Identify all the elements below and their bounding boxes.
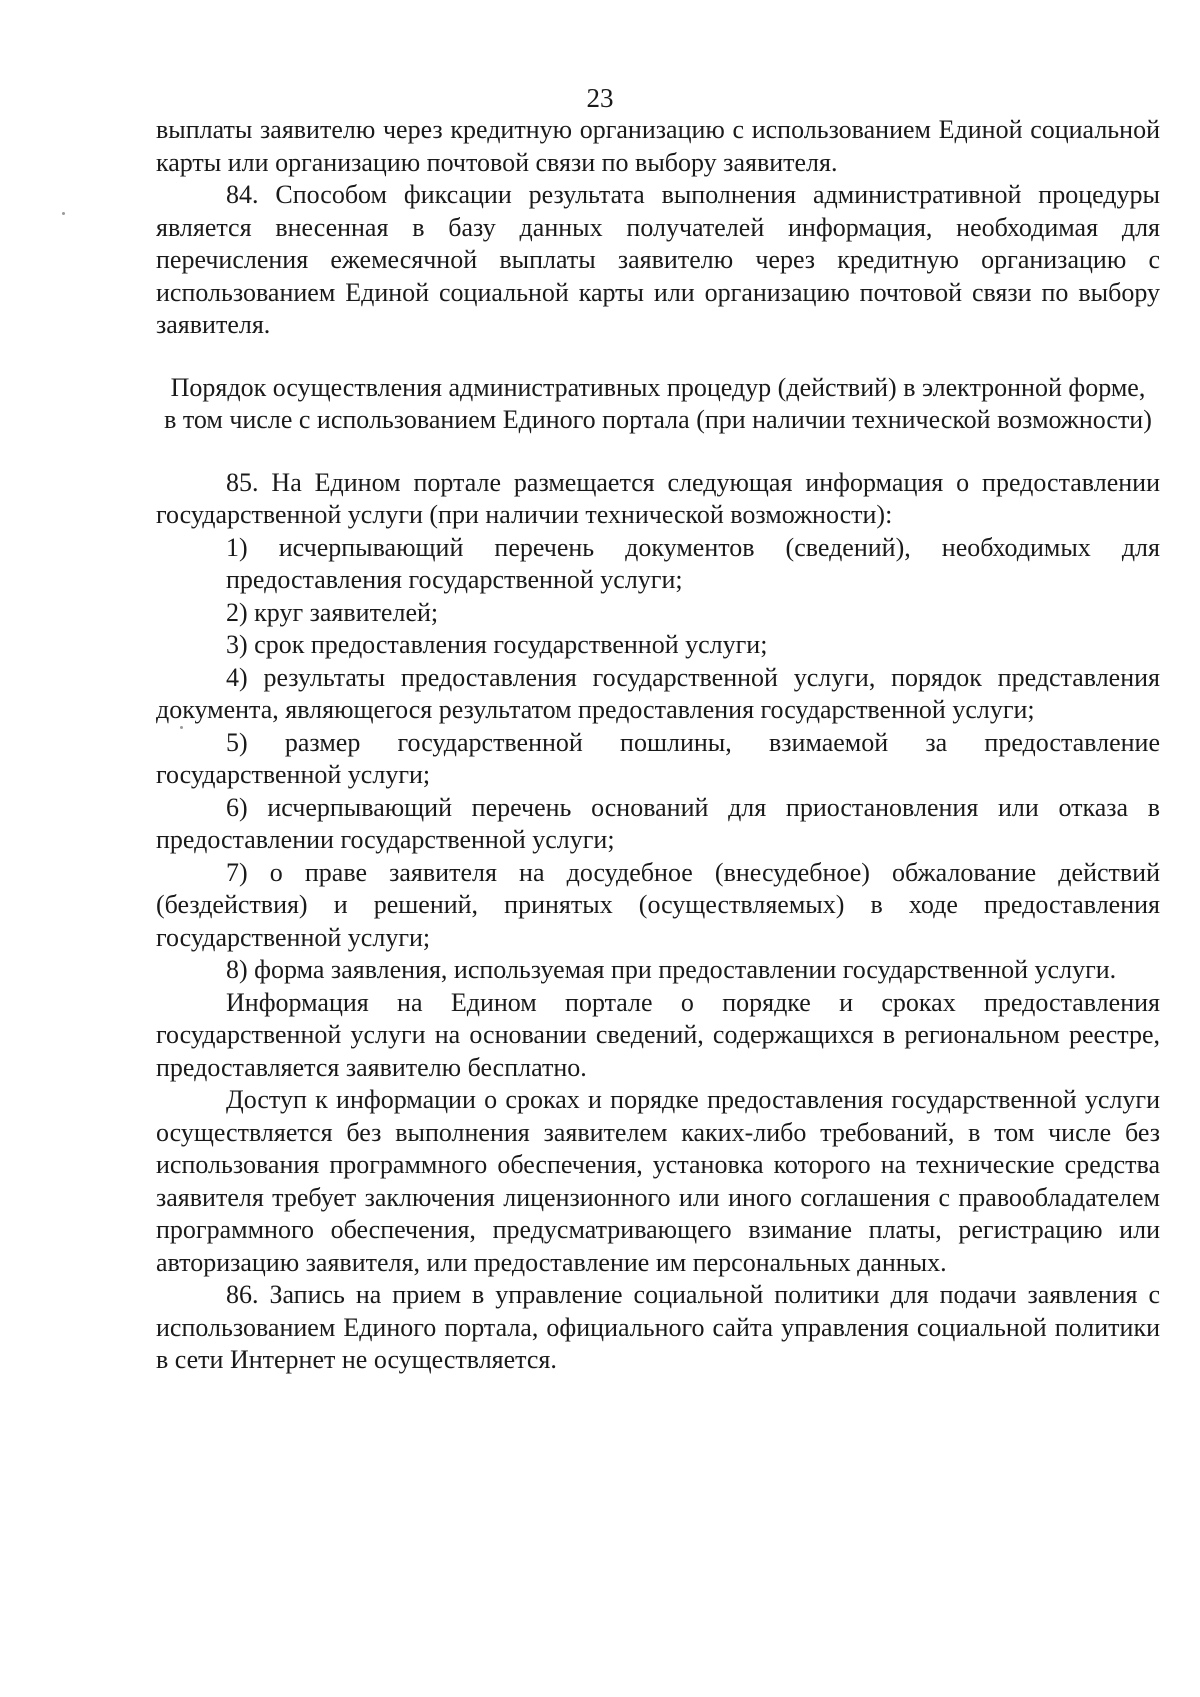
paragraph-access: Доступ к информации о сроках и порядке предоставления государственной услуги осуществляется без выполнения заявителем каких-либо требований, в том числе без использования программного обеспечения, установка которого на технические средства заявителя требует заключения лицензионного или иного соглашения с правообладателем программного обеспечения, предусматривающего взимание платы, регистрацию или авторизацию заявителя, или предоставление им персональных данных. (156, 1085, 1160, 1277)
paragraph-info-free: Информация на Едином портале о порядке и сроках предоставления государственной услуги на основании сведений, содержащихся в региональном реестре, предоставляется заявителю бесплатно. (156, 987, 1160, 1082)
scan-speck (62, 212, 65, 215)
list-item-3: 3) срок предоставления государственной услуги; (226, 630, 768, 659)
document-body (156, 114, 1160, 1377)
section-heading: Порядок осуществления административных процедур (действий) в электронной форме, в том числе с использованием Единого портала (при наличии технической возможности) (164, 372, 1152, 434)
paragraph-84: 84. Способом фиксации результата выполнения административной процедуры является внесенная в базу данных получателей информация, необходимая для перечисления ежемесячной выплаты заявителю через кредитную организацию с использованием Единой социальной карты или организацию почтовой связи по выбору заявителя. (156, 180, 1160, 339)
list-item-7: 7) о праве заявителя на досудебное (внесудебное) обжалование действий (бездействия) и решений, принятых (осуществляемых) в ходе предоставления государственной услуги; (156, 857, 1160, 952)
list-item-2: 2) круг заявителей; (226, 597, 439, 627)
paragraph-continuation: выплаты заявителю через кредитную организацию с использованием Единой социальной карты или организацию почтовой связи по выбору заявителя. (156, 115, 1160, 177)
paragraph-85: 85. На Едином портале размещается следующая информация о предоставлении государственной услуги (при наличии технической возможности): (156, 467, 1160, 529)
paragraph-86: 86. Запись на прием в управление социальной политики для подачи заявления с использованием Единого портала, официального сайта управления социальной политики в сети Интернет не осуществляется. (156, 1280, 1160, 1374)
scan-speck (180, 726, 183, 729)
list-item-5: 5) размер государственной пошлины, взимаемой за предоставление государственной услуги; (156, 727, 1160, 789)
page-number: 23 (586, 83, 614, 113)
list-item-1: 1) исчерпывающий перечень документов (сведений), необходимых для предоставления государственной услуги; (226, 532, 1160, 594)
list-item-8: 8) форма заявления, используемая при предоставлении государственной услуги. (226, 955, 1117, 984)
list-item-4: 4) результаты предоставления государственной услуги, порядок представления документа, являющегося результатом предоставления государственной услуги; (156, 662, 1160, 724)
list-item-6: 6) исчерпывающий перечень оснований для приостановления или отказа в предоставлении государственной услуги; (156, 792, 1160, 854)
